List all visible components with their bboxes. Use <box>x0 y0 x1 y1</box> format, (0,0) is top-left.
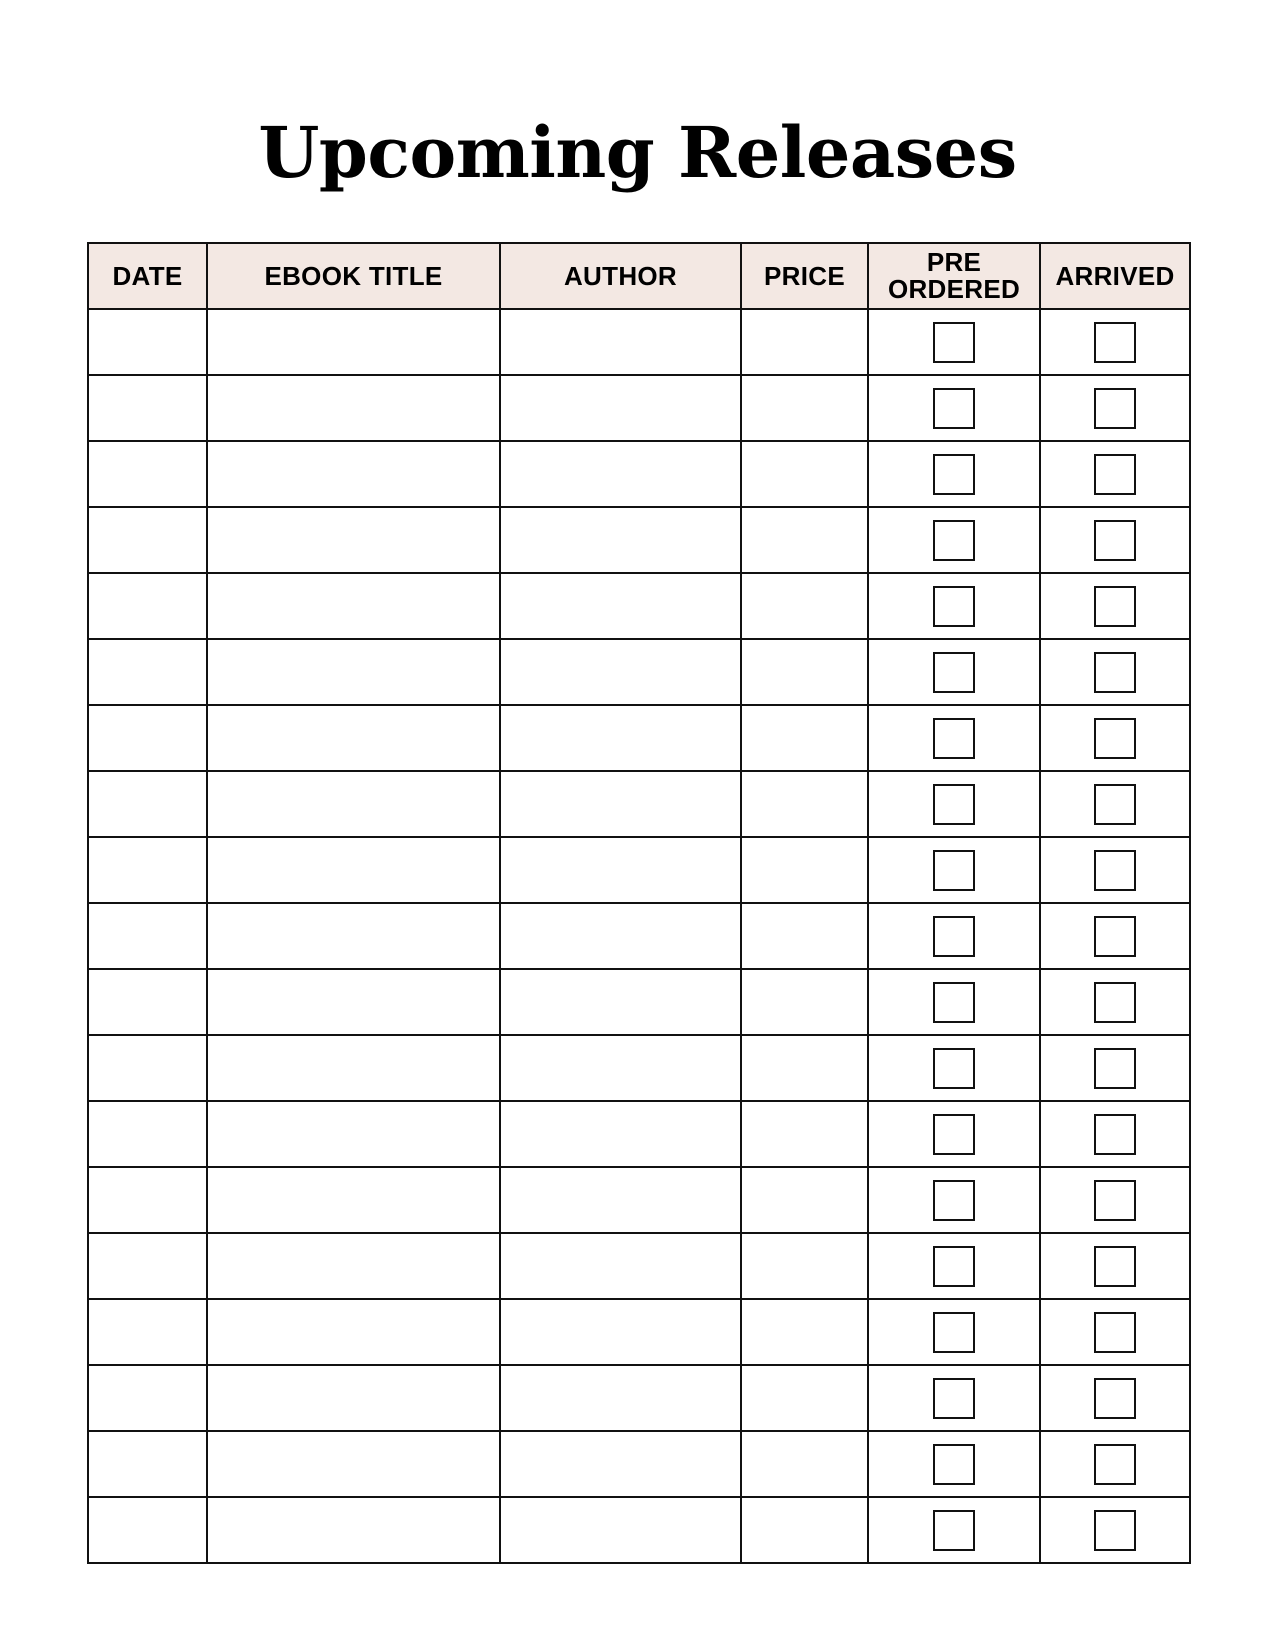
price-cell[interactable] <box>741 771 868 837</box>
table-row <box>88 837 1190 903</box>
table-row <box>88 1365 1190 1431</box>
pre-ordered-checkbox[interactable] <box>933 586 975 627</box>
arrived-cell <box>1040 573 1190 639</box>
arrived-cell <box>1040 441 1190 507</box>
date-cell[interactable] <box>88 1167 207 1233</box>
arrived-checkbox[interactable] <box>1094 388 1136 429</box>
arrived-cell <box>1040 639 1190 705</box>
ebook-title-cell[interactable] <box>207 771 500 837</box>
arrived-checkbox[interactable] <box>1094 652 1136 693</box>
ebook-title-cell[interactable] <box>207 903 500 969</box>
pre-ordered-checkbox[interactable] <box>933 1312 975 1353</box>
ebook-title-cell[interactable] <box>207 507 500 573</box>
author-cell[interactable] <box>500 1365 741 1431</box>
author-cell[interactable] <box>500 1497 741 1563</box>
column-header-author: AUTHOR <box>500 243 741 309</box>
table-row <box>88 1233 1190 1299</box>
author-cell[interactable] <box>500 1233 741 1299</box>
arrived-cell <box>1040 1497 1190 1563</box>
pre-ordered-cell <box>868 441 1040 507</box>
pre-ordered-cell <box>868 1497 1040 1563</box>
table-row <box>88 903 1190 969</box>
author-cell[interactable] <box>500 705 741 771</box>
pre-ordered-cell <box>868 375 1040 441</box>
arrived-cell <box>1040 837 1190 903</box>
pre-ordered-cell <box>868 573 1040 639</box>
price-cell[interactable] <box>741 639 868 705</box>
column-header-pre-ordered-line1: PRE <box>926 247 982 277</box>
column-header-pre-ordered-line2: ORDERED <box>887 274 1021 304</box>
pre-ordered-cell <box>868 837 1040 903</box>
ebook-title-cell[interactable] <box>207 1233 500 1299</box>
pre-ordered-checkbox[interactable] <box>933 1378 975 1419</box>
column-header-date: DATE <box>88 243 207 309</box>
author-cell[interactable] <box>500 903 741 969</box>
arrived-checkbox[interactable] <box>1094 1180 1136 1221</box>
author-cell[interactable] <box>500 1101 741 1167</box>
price-cell[interactable] <box>741 705 868 771</box>
price-cell[interactable] <box>741 1035 868 1101</box>
table-body <box>88 309 1190 1563</box>
arrived-checkbox[interactable] <box>1094 520 1136 561</box>
pre-ordered-cell <box>868 1431 1040 1497</box>
author-cell[interactable] <box>500 1167 741 1233</box>
pre-ordered-checkbox[interactable] <box>933 850 975 891</box>
pre-ordered-checkbox[interactable] <box>933 322 975 363</box>
arrived-checkbox[interactable] <box>1094 586 1136 627</box>
arrived-cell <box>1040 1233 1190 1299</box>
arrived-checkbox[interactable] <box>1094 1312 1136 1353</box>
pre-ordered-cell <box>868 771 1040 837</box>
pre-ordered-checkbox[interactable] <box>933 1180 975 1221</box>
pre-ordered-cell <box>868 639 1040 705</box>
pre-ordered-checkbox[interactable] <box>933 982 975 1023</box>
column-header-pre-ordered <box>868 243 1040 309</box>
price-cell[interactable] <box>741 1167 868 1233</box>
pre-ordered-checkbox[interactable] <box>933 388 975 429</box>
date-cell[interactable] <box>88 1497 207 1563</box>
table-row <box>88 441 1190 507</box>
table-row <box>88 375 1190 441</box>
pre-ordered-checkbox[interactable] <box>933 784 975 825</box>
pre-ordered-checkbox[interactable] <box>933 1444 975 1485</box>
arrived-cell <box>1040 507 1190 573</box>
date-cell[interactable] <box>88 837 207 903</box>
price-cell[interactable] <box>741 441 868 507</box>
author-cell[interactable] <box>500 507 741 573</box>
date-cell[interactable] <box>88 309 207 375</box>
author-cell[interactable] <box>500 771 741 837</box>
arrived-checkbox[interactable] <box>1094 1444 1136 1485</box>
author-cell[interactable] <box>500 375 741 441</box>
price-cell[interactable] <box>741 1101 868 1167</box>
ebook-title-cell[interactable] <box>207 1497 500 1563</box>
ebook-title-cell[interactable] <box>207 639 500 705</box>
table-row <box>88 309 1190 375</box>
price-cell[interactable] <box>741 573 868 639</box>
date-cell[interactable] <box>88 1233 207 1299</box>
date-cell[interactable] <box>88 1431 207 1497</box>
pre-ordered-cell <box>868 1101 1040 1167</box>
date-cell[interactable] <box>88 771 207 837</box>
pre-ordered-checkbox[interactable] <box>933 652 975 693</box>
arrived-cell <box>1040 309 1190 375</box>
table-row <box>88 969 1190 1035</box>
author-cell[interactable] <box>500 441 741 507</box>
price-cell[interactable] <box>741 903 868 969</box>
date-cell[interactable] <box>88 573 207 639</box>
ebook-title-cell[interactable] <box>207 837 500 903</box>
arrived-cell <box>1040 375 1190 441</box>
arrived-cell <box>1040 1431 1190 1497</box>
pre-ordered-cell <box>868 1299 1040 1365</box>
arrived-checkbox[interactable] <box>1094 850 1136 891</box>
pre-ordered-cell <box>868 1167 1040 1233</box>
table-row <box>88 573 1190 639</box>
pre-ordered-cell <box>868 705 1040 771</box>
author-cell[interactable] <box>500 837 741 903</box>
date-cell[interactable] <box>88 375 207 441</box>
table-row <box>88 639 1190 705</box>
date-cell[interactable] <box>88 639 207 705</box>
arrived-checkbox[interactable] <box>1094 1378 1136 1419</box>
price-cell[interactable] <box>741 969 868 1035</box>
ebook-title-cell[interactable] <box>207 375 500 441</box>
pre-ordered-checkbox[interactable] <box>933 1048 975 1089</box>
table-row <box>88 1497 1190 1563</box>
arrived-cell <box>1040 1101 1190 1167</box>
arrived-cell <box>1040 969 1190 1035</box>
author-cell[interactable] <box>500 309 741 375</box>
ebook-title-cell[interactable] <box>207 1431 500 1497</box>
pre-ordered-checkbox[interactable] <box>933 916 975 957</box>
author-cell[interactable] <box>500 573 741 639</box>
ebook-title-cell[interactable] <box>207 705 500 771</box>
pre-ordered-cell <box>868 507 1040 573</box>
table-row <box>88 1299 1190 1365</box>
price-cell[interactable] <box>741 837 868 903</box>
table-header-row <box>88 243 1190 309</box>
column-header-arrived: ARRIVED <box>1040 243 1190 309</box>
table-row <box>88 705 1190 771</box>
author-cell[interactable] <box>500 1431 741 1497</box>
author-cell[interactable] <box>500 639 741 705</box>
arrived-cell <box>1040 1035 1190 1101</box>
table-row <box>88 771 1190 837</box>
ebook-title-cell[interactable] <box>207 1365 500 1431</box>
author-cell[interactable] <box>500 1035 741 1101</box>
releases-table <box>87 242 1191 1564</box>
date-cell[interactable] <box>88 1035 207 1101</box>
table-row <box>88 1431 1190 1497</box>
date-cell[interactable] <box>88 903 207 969</box>
ebook-title-cell[interactable] <box>207 1035 500 1101</box>
arrived-cell <box>1040 903 1190 969</box>
table-row <box>88 507 1190 573</box>
table-row <box>88 1101 1190 1167</box>
date-cell[interactable] <box>88 1299 207 1365</box>
author-cell[interactable] <box>500 1299 741 1365</box>
pre-ordered-checkbox[interactable] <box>933 520 975 561</box>
price-cell[interactable] <box>741 507 868 573</box>
arrived-checkbox[interactable] <box>1094 1048 1136 1089</box>
pre-ordered-checkbox[interactable] <box>933 454 975 495</box>
price-cell[interactable] <box>741 1431 868 1497</box>
arrived-checkbox[interactable] <box>1094 784 1136 825</box>
arrived-cell <box>1040 705 1190 771</box>
price-cell[interactable] <box>741 1299 868 1365</box>
date-cell[interactable] <box>88 969 207 1035</box>
ebook-title-cell[interactable] <box>207 309 500 375</box>
date-cell[interactable] <box>88 441 207 507</box>
pre-ordered-cell <box>868 903 1040 969</box>
author-cell[interactable] <box>500 969 741 1035</box>
pre-ordered-checkbox[interactable] <box>933 718 975 759</box>
price-cell[interactable] <box>741 1233 868 1299</box>
ebook-title-cell[interactable] <box>207 1299 500 1365</box>
arrived-checkbox[interactable] <box>1094 1114 1136 1155</box>
arrived-checkbox[interactable] <box>1094 1246 1136 1287</box>
date-cell[interactable] <box>88 507 207 573</box>
arrived-cell <box>1040 1365 1190 1431</box>
ebook-title-cell[interactable] <box>207 969 500 1035</box>
price-cell[interactable] <box>741 375 868 441</box>
arrived-checkbox[interactable] <box>1094 718 1136 759</box>
price-cell[interactable] <box>741 309 868 375</box>
page-title: Upcoming Releases <box>258 111 1017 194</box>
column-header-price: PRICE <box>741 243 868 309</box>
arrived-checkbox[interactable] <box>1094 916 1136 957</box>
arrived-cell <box>1040 771 1190 837</box>
pre-ordered-checkbox[interactable] <box>933 1114 975 1155</box>
price-cell[interactable] <box>741 1497 868 1563</box>
pre-ordered-cell <box>868 309 1040 375</box>
arrived-checkbox[interactable] <box>1094 982 1136 1023</box>
arrived-checkbox[interactable] <box>1094 454 1136 495</box>
arrived-cell <box>1040 1167 1190 1233</box>
pre-ordered-checkbox[interactable] <box>933 1510 975 1551</box>
pre-ordered-cell <box>868 1365 1040 1431</box>
date-cell[interactable] <box>88 705 207 771</box>
table-row <box>88 1167 1190 1233</box>
table-row <box>88 1035 1190 1101</box>
pre-ordered-cell <box>868 1233 1040 1299</box>
ebook-title-cell[interactable] <box>207 441 500 507</box>
arrived-checkbox[interactable] <box>1094 1510 1136 1551</box>
price-cell[interactable] <box>741 1365 868 1431</box>
column-header-ebook-title: EBOOK TITLE <box>207 243 500 309</box>
date-cell[interactable] <box>88 1101 207 1167</box>
date-cell[interactable] <box>88 1365 207 1431</box>
arrived-cell <box>1040 1299 1190 1365</box>
pre-ordered-cell <box>868 969 1040 1035</box>
arrived-checkbox[interactable] <box>1094 322 1136 363</box>
pre-ordered-checkbox[interactable] <box>933 1246 975 1287</box>
ebook-title-cell[interactable] <box>207 573 500 639</box>
ebook-title-cell[interactable] <box>207 1101 500 1167</box>
ebook-title-cell[interactable] <box>207 1167 500 1233</box>
pre-ordered-cell <box>868 1035 1040 1101</box>
